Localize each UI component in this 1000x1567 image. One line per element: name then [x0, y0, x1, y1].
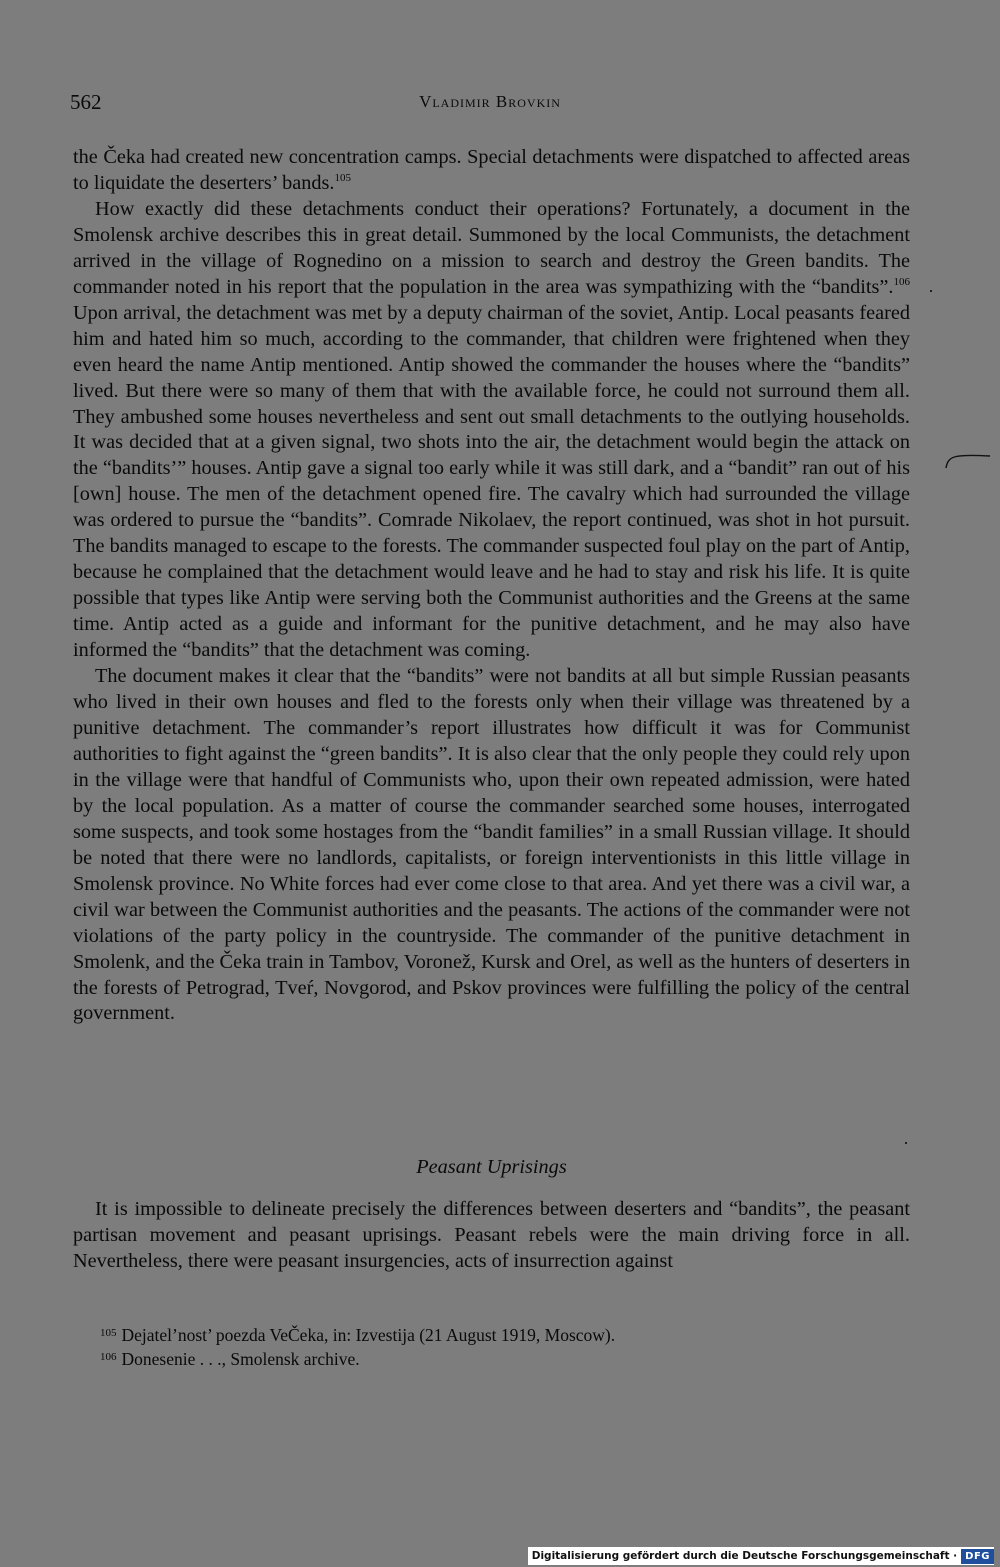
footer-credit: Digitalisierung gefördert durch die Deutsche Forschungsgemeinschaft · — [531, 1550, 958, 1562]
footnote-number: 106 — [100, 1351, 117, 1363]
footnote-text: Dejatel’nost’ poezda VeČeka, in: Izvestija (21 August 1919, Moscow). — [121, 1325, 616, 1345]
section-text — [73, 1197, 910, 1275]
paragraph-1-text: the Čeka had created new concentration camps. Special detachments were dispatched to affected areas to liquidate the deserters’ bands. — [73, 146, 910, 194]
footnotes — [100, 1322, 910, 1370]
paragraph-1 — [73, 145, 910, 197]
margin-pencil-mark — [944, 450, 992, 470]
paragraph-2-text-a: How exactly did these detachments conduct their operations? Fortunately, a document in the Smolensk archive describes this in great detail. Summoned by the local Communists, the detachment arrived in the village of Rognedino on a mission to search and destroy the Green bandits. The commander noted in his report that the population in the area was sympathizing with the “bandits”. — [73, 197, 910, 298]
footnote-106 — [100, 1346, 910, 1370]
paragraph-3 — [73, 664, 910, 1027]
digitization-footer — [528, 1547, 994, 1565]
footnote-ref-105: 105 — [334, 171, 352, 184]
footnote-105 — [100, 1322, 910, 1346]
scan-speck — [930, 290, 932, 292]
section-heading: Peasant Uprisings — [416, 1156, 567, 1178]
footnote-number: 105 — [100, 1327, 117, 1339]
scan-speck — [905, 1142, 907, 1144]
paragraph-2 — [73, 197, 910, 664]
running-head: Vladimir Brovkin — [419, 92, 561, 111]
section-paragraph-1: It is impossible to delineate precisely the differences between deserters and “bandits”, the peasant partisan movement and peasant uprisings. Peasant rebels were the main driving force in all. Nevertheless, there were peasant insurgencies, acts of insurrection against — [73, 1198, 910, 1272]
body-text — [73, 145, 910, 1027]
page-number: 562 — [70, 90, 102, 114]
footnote-text: Donesenie . . ., Smolensk archive. — [121, 1349, 360, 1369]
dfg-logo: DFG — [961, 1549, 994, 1564]
footnote-ref-106: 106 — [893, 275, 910, 288]
page-header — [70, 90, 910, 118]
paragraph-3-text: The document makes it clear that the “bandits” were not bandits at all but simple Russian peasants who lived in their own houses and fled to the forests only when their village was threatened by a punitive detachment. The commander’s report illustrates how difficult it was for Communist authorities to fight against the “green bandits”. It is also clear that the only people they could rely upon in the village were that handful of Communists who, upon their own repeated admission, were hated by the local population. As a matter of course the commander searched some houses, interrogated some suspects, and took some hostages from the “bandit families” in a small Russian village. It should be noted that there were no landlords, capitalists, or foreign interventionists in this little village in Smolensk province. No White forces had ever come close to that area. And yet there was a civil war, a civil war between the Communist authorities and the peasants. The actions of the commander were not violations of the party policy in the countryside. The commander of the punitive detachment in Smolenk, and the Čeka train in Tambov, Voronež, Kursk and Orel, as well as the hunters of deserters in the forests of Petrograd, Tveŕ, Novgorod, and Pskov provinces were fulfilling the policy of the central government. — [73, 665, 910, 1025]
paragraph-2-text-b: Upon arrival, the detachment was met by a deputy chairman of the soviet, Antip. Local peasants feared him and hated him so much, according to the commander, that children were frightened when they even heard the name Antip mentioned. Antip showed the commander the houses where the “bandits” lived. But there were so many of them that with the available force, he could not surround them all. They ambushed some houses nevertheless and sent out small detachments to the outlying households. It was decided that at a given signal, two shots into the air, the detachment would begin the attack on the “bandits’” houses. Antip gave a signal too early while it was still dark, and a “bandit” ran out of his [own] house. The men of the detachment opened fire. The cavalry which had surrounded the village was ordered to pursue the “bandits”. Comrade Nikolaev, the report continued, was shot in hot pursuit. The bandits managed to escape to the forests. The commander suspected foul play on the part of Antip, because he complained that the detachment would leave and he had to stay and risk his life. It is quite possible that types like Antip were serving both the Communist authorities and the Greens at the same time. Antip acted as a guide and informant for the punitive detachment, and he may also have informed the “bandits” that the detachment was coming. — [73, 301, 910, 662]
